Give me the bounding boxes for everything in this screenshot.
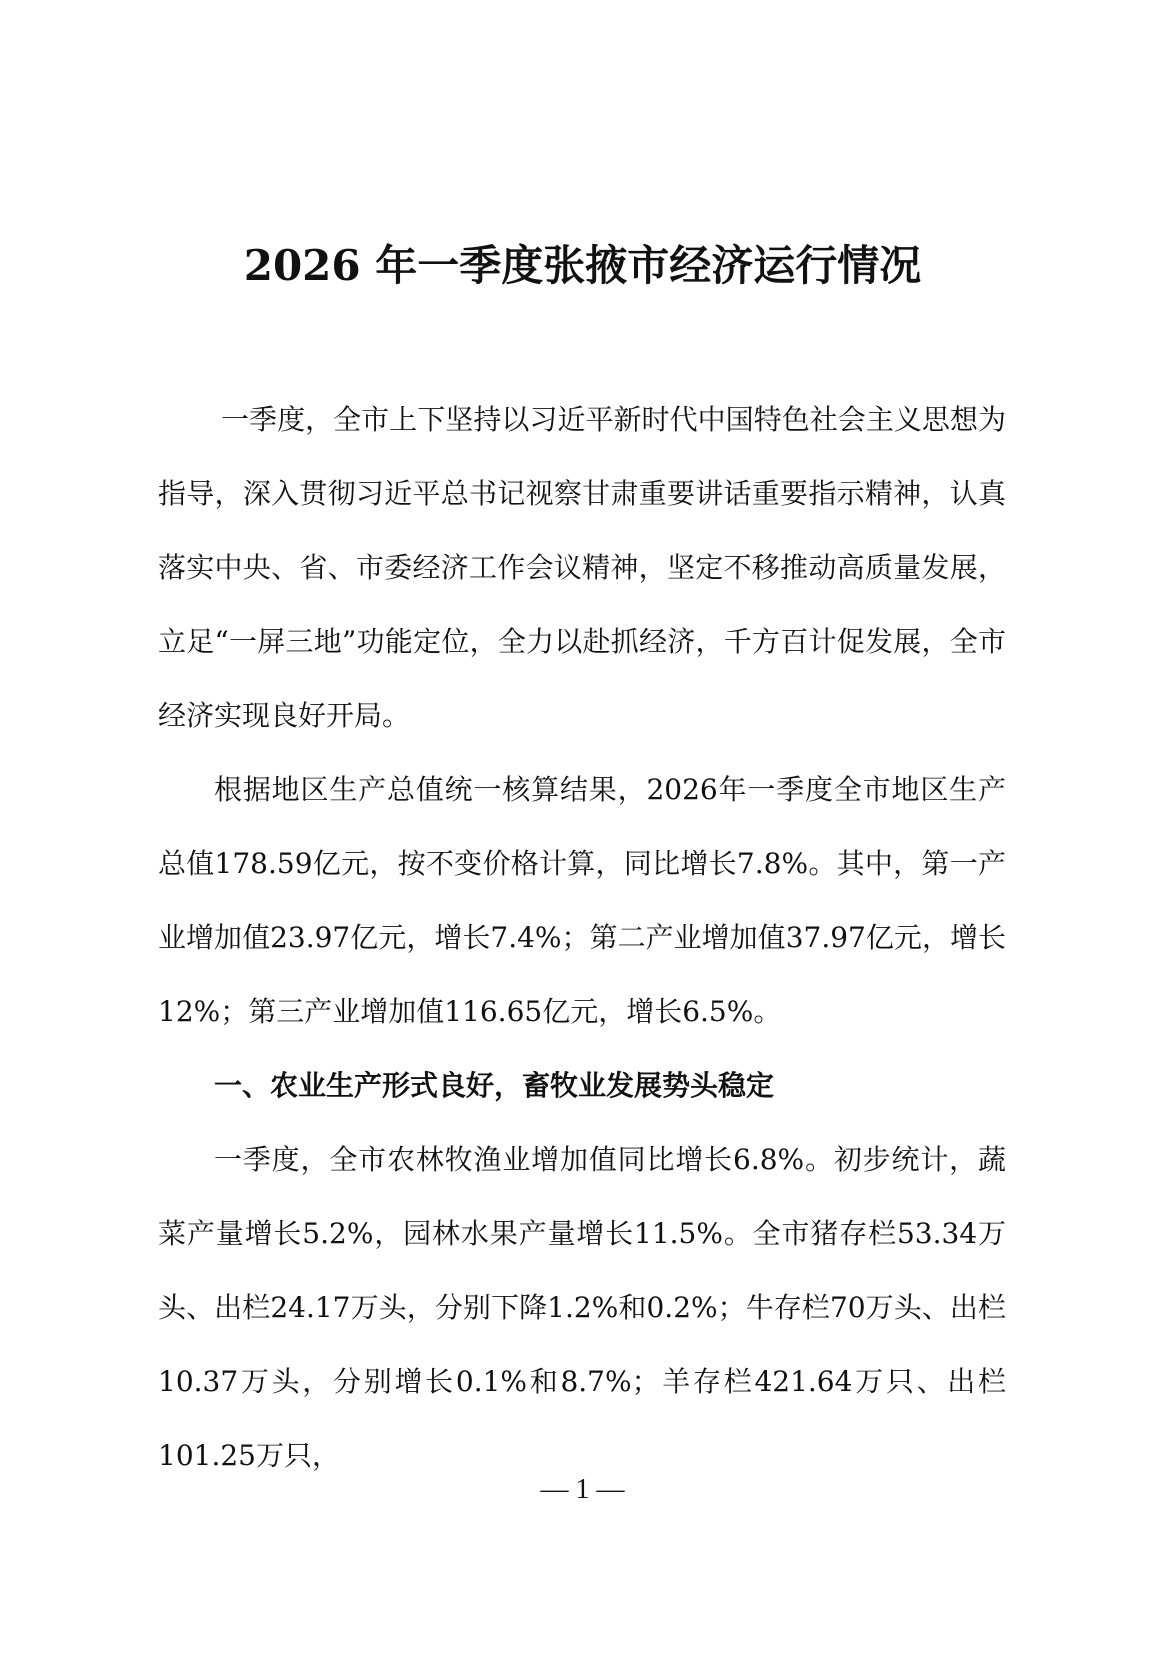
page-number: — 1 — <box>540 1474 625 1505</box>
paragraph-gdp: 根据地区生产总值统一核算结果，2026年一季度全市地区生产总值178.59亿元，按不变价格计算，同比增长7.8%。其中，第一产业增加值23.97亿元，增长7.4%；第二产业增加值37.97亿元，增长12%；第三产业增加值116.65亿元，增长6.5%。 <box>158 773 1006 1028</box>
document-title: 2026 年一季度张掖市经济运行情况 <box>243 241 922 290</box>
section-heading: 一、农业生产形式良好，畜牧业发展势头稳定 <box>214 1069 775 1102</box>
paragraph-intro: 一季度，全市上下坚持以习近平新时代中国特色社会主义思想为指导，深入贯彻习近平总书记视察甘肃重要讲话重要指示精神，认真落实中央、省、市委经济工作会议精神，坚定不移推动高质量发展，立足“一屏三地”功能定位，全力以赴抓经济，千方百计促发展，全市经济实现良好开局。 <box>158 403 1006 732</box>
paragraph-agriculture: 一季度，全市农林牧渔业增加值同比增长6.8%。初步统计，蔬菜产量增长5.2%，园林水果产量增长11.5%。全市猪存栏53.34万头、出栏24.17万头，分别下降1.2%和0.2%；牛存栏70万头、出栏10.37万头，分别增长0.1%和8.7%；羊存栏421.64万只、出栏101.25万只， <box>158 1143 1006 1472</box>
